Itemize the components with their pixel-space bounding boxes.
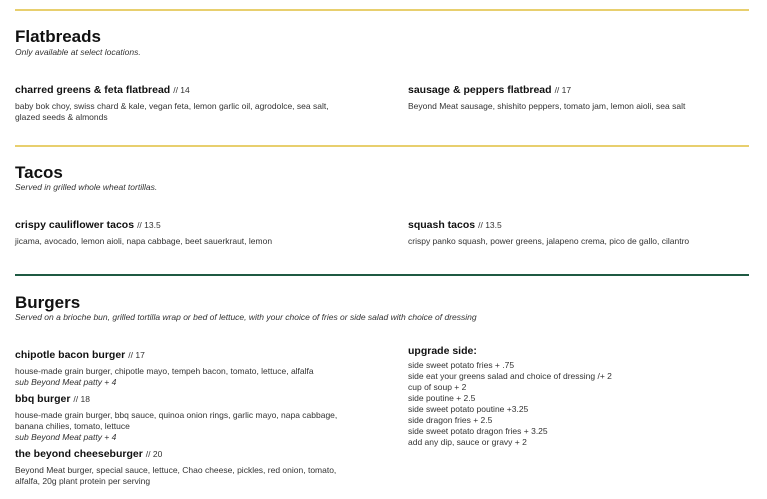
upgrade-option: side sweet potato fries + .75 [408,360,515,370]
section-title-flatbreads: Flatbreads [15,27,101,46]
upgrade-option: cup of soup + 2 [408,382,467,392]
item-name: squash tacos [408,219,476,231]
menu-item [408,215,748,247]
upgrade-side-list [408,345,748,448]
item-price: // 18 [73,394,90,404]
item-price: // 17 [554,85,572,95]
item-description: crispy panko squash, power greens, jalapeno crema, pico de gallo, cilantro [408,236,690,246]
item-name: crispy cauliflower tacos [15,219,135,231]
upgrade-option: side dragon fries + 2.5 [408,415,493,425]
divider-flatbreads [15,9,749,11]
item-price: // 14 [173,85,190,95]
menu-item [408,80,748,112]
item-description: Beyond Meat burger, special sauce, lettuce, Chao cheese, pickles, red onion, tomato, alfalfa, 20g plant protein per serving [15,465,337,486]
item-price: // 13.5 [478,220,502,230]
upgrade-option: side sweet potato dragon fries + 3.25 [408,426,548,436]
item-description: house-made grain burger, chipotle mayo, tempeh bacon, tomato, lettuce, alfalfa [15,366,314,376]
divider-tacos [15,145,749,147]
upgrade-option: add any dip, sauce or gravy + 2 [408,437,527,447]
upgrade-side-title: upgrade side: [408,345,477,357]
item-name: chipotle bacon burger [15,349,126,361]
menu-item [15,444,355,487]
item-description: jicama, avocado, lemon aioli, napa cabbage, beet sauerkraut, lemon [15,236,273,246]
item-sub-option: sub Beyond Meat patty + 4 [15,377,117,387]
menu-item [15,345,355,388]
item-name: bbq burger [15,393,71,405]
section-title-burgers: Burgers [15,293,81,312]
upgrade-option: side poutine + 2.5 [408,393,476,403]
item-description: Beyond Meat sausage, shishito peppers, tomato jam, lemon aioli, sea salt [408,101,686,111]
divider-burgers [15,274,749,276]
section-note-tacos: Served in grilled whole wheat tortillas. [15,182,158,192]
section-note-burgers: Served on a brioche bun, grilled tortilla wrap or bed of lettuce, with your choice of fries or side salad with choice of dressing [15,312,477,322]
item-name: charred greens & feta flatbread [15,84,171,96]
section-note-flatbreads: Only available at select locations. [15,47,141,57]
item-name: the beyond cheeseburger [15,448,143,460]
menu-item [15,80,355,123]
item-name: sausage & peppers flatbread [408,84,552,96]
item-description: house-made grain burger, bbq sauce, quinoa onion rings, garlic mayo, napa cabbage, banana chilies, tomato, lettuce [15,410,338,431]
item-price: // 20 [145,449,163,459]
item-price: // 17 [128,350,145,360]
section-title-tacos: Tacos [15,163,63,182]
upgrade-option: side sweet potato poutine +3.25 [408,404,529,414]
upgrade-option: side eat your greens salad and choice of dressing /+ 2 [408,371,612,381]
item-price: // 13.5 [137,220,161,230]
menu-item [15,215,355,247]
item-description: baby bok choy, swiss chard & kale, vegan feta, lemon garlic oil, agrodolce, sea salt, glazed seeds & almonds [15,101,329,122]
menu-item [15,389,355,443]
item-sub-option: sub Beyond Meat patty + 4 [15,432,117,442]
